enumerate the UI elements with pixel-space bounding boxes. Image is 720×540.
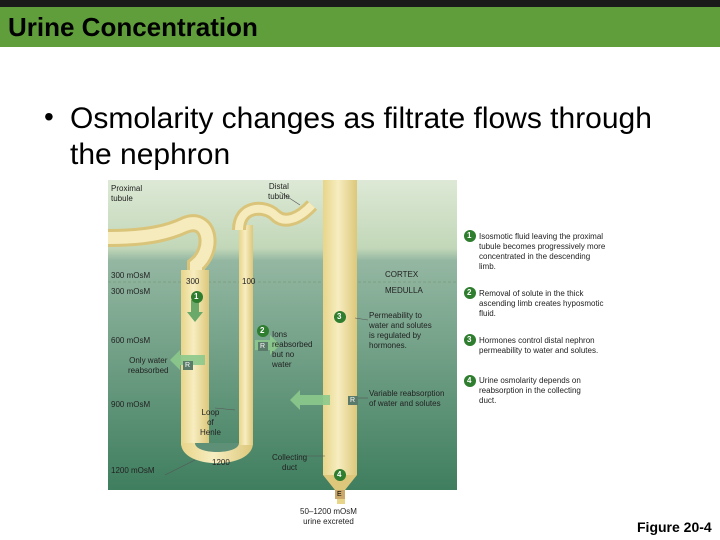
e-badge-label: E (337, 491, 342, 498)
distal-tubule-label: Distal tubule (268, 182, 290, 201)
collecting-duct-label: Collecting duct (272, 453, 308, 472)
osm-1200-label: 1200 mOsM (111, 466, 155, 475)
step-4-text: Urine osmolarity depends on reabsorption in the collecting duct. (479, 376, 581, 405)
slide-title: Urine Concentration (8, 12, 258, 42)
proximal-tubule-label: Proximal tubule (111, 184, 143, 203)
step-1-number: 1 (467, 231, 472, 240)
collecting-duct (323, 180, 357, 475)
diagram-step-1: 1 (194, 292, 199, 301)
r-badge-2-label: R (185, 362, 191, 369)
loop-of-henle-label: Loop of Henle (200, 408, 221, 437)
step-4-number: 4 (467, 376, 472, 385)
osm-900-label: 900 mOsM (111, 400, 151, 409)
permeability-label: Permeability to water and solutes is regulated by hormones. (369, 311, 432, 350)
diagram-step-2: 2 (260, 326, 265, 335)
value-100-label: 100 (242, 277, 256, 286)
osm-300-label-a: 300 mOsM (111, 271, 151, 280)
step-2-text: Removal of solute in the thick ascending limb creates hyposmotic fluid. (479, 289, 604, 318)
ions-reabsorbed-label: Ions reabsorbed but no water (272, 330, 313, 369)
osm-600-label: 600 mOsM (111, 336, 151, 345)
medulla-label: MEDULLA (385, 286, 423, 295)
value-1200-label: 1200 (212, 458, 230, 467)
urine-excreted-label: 50–1200 mOsM urine excreted (300, 507, 357, 526)
r-badge-3-label: R (350, 397, 356, 404)
bullet-text: Osmolarity changes as filtrate flows through the nephron (70, 102, 652, 171)
ascending-limb (239, 225, 256, 445)
figure-caption: Figure 20-4 (637, 519, 712, 535)
diagram-step-4: 4 (337, 470, 342, 479)
step-1-text: Isosmotic fluid leaving the proximal tubule becomes progressively more concentrated in the descending limb. (479, 232, 606, 271)
diagram-step-3: 3 (337, 312, 342, 321)
variable-reabsorption-label: Variable reabsorption of water and solutes (369, 389, 445, 408)
value-300-label: 300 (186, 277, 200, 286)
step-3-number: 3 (467, 335, 472, 344)
bullet-marker: • (44, 101, 54, 132)
only-water-label: Only water reabsorbed (128, 356, 169, 375)
r-badge-1-label: R (260, 343, 266, 350)
cortex-label: CORTEX (385, 270, 419, 279)
osm-300-label-b: 300 mOsM (111, 287, 151, 296)
step-3-text: Hormones control distal nephron permeability to water and solutes. (479, 336, 599, 355)
step-2-number: 2 (467, 288, 472, 297)
